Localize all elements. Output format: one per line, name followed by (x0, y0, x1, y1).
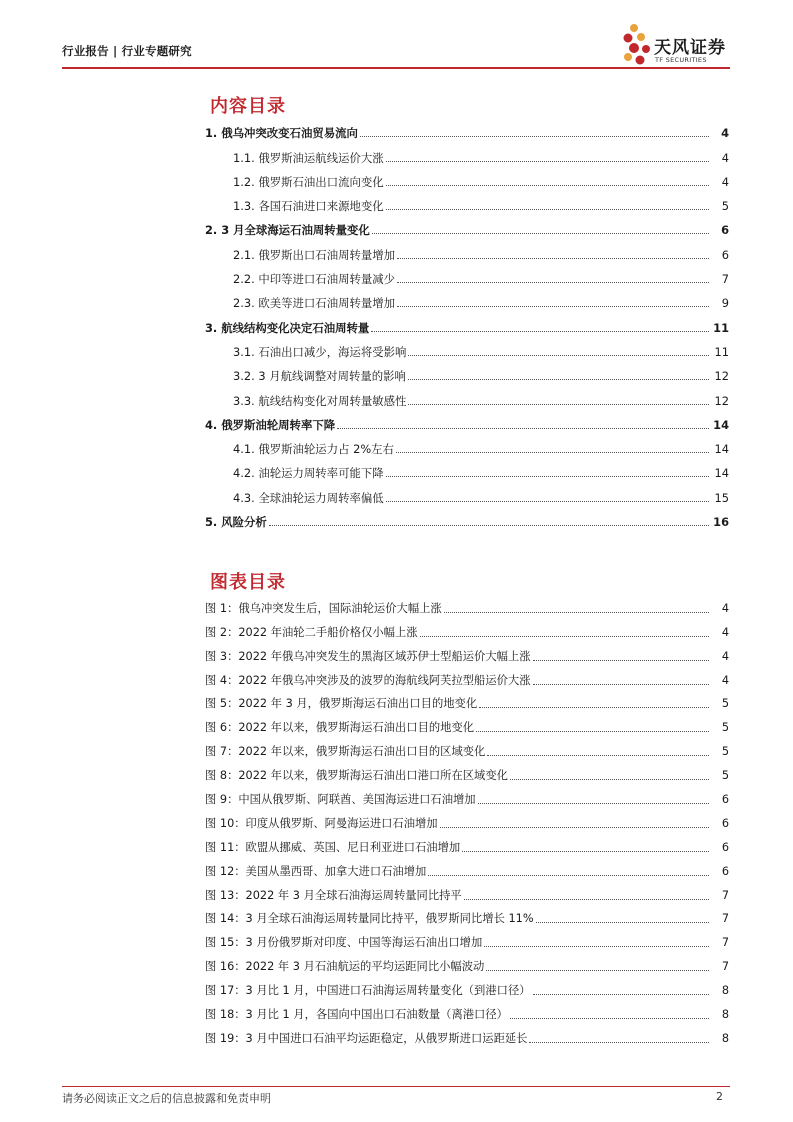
entry-title: 1.1. 俄罗斯油运航线运价大涨 (233, 150, 384, 165)
entry-page: 5 (721, 745, 729, 759)
dot-leader (440, 827, 709, 828)
dot-leader (386, 501, 709, 502)
contents-list (205, 116, 729, 529)
figure-entry[interactable] (205, 664, 729, 688)
dot-leader (462, 851, 709, 852)
footer-disclaimer: 请务必阅读正文之后的信息披露和免责申明 (62, 1092, 271, 1105)
contents-title: 内容目录 (210, 96, 286, 117)
dot-leader (408, 379, 709, 380)
entry-page: 4 (721, 625, 729, 639)
dot-leader (533, 684, 709, 685)
figures-list (205, 592, 729, 1046)
entry-page: 7 (721, 936, 729, 950)
dot-leader (478, 803, 709, 804)
entry-title: 图 13：2022 年 3 月全球石油海运周转量同比持平 (205, 888, 462, 902)
dot-leader (372, 233, 709, 234)
figure-entry[interactable] (205, 998, 729, 1022)
entry-page: 6 (721, 864, 729, 878)
dot-leader (408, 404, 709, 405)
toc-entry[interactable] (205, 359, 729, 383)
entry-page: 9 (721, 296, 729, 311)
entry-page: 5 (721, 721, 729, 735)
figures-title: 图表目录 (210, 572, 286, 593)
toc-entry[interactable] (205, 116, 729, 140)
entry-title: 4.2. 油轮运力周转率可能下降 (233, 466, 384, 481)
dot-leader (397, 306, 709, 307)
entry-page: 6 (721, 247, 729, 262)
entry-title: 4. 俄罗斯油轮周转率下降 (205, 417, 336, 432)
entry-title: 图 12：美国从墨西哥、加拿大进口石油增加 (205, 864, 427, 878)
dot-leader (486, 970, 709, 971)
toc-entry[interactable] (205, 262, 729, 286)
logo-subtext: TF SECURITIES (655, 56, 707, 64)
entry-page: 4 (721, 126, 729, 141)
figure-entry[interactable] (205, 616, 729, 640)
toc-entry[interactable] (205, 505, 729, 529)
entry-title: 3. 航线结构变化决定石油周转量 (205, 320, 370, 335)
entry-page: 6 (721, 840, 729, 854)
entry-title: 图 19：3 月中国进口石油平均运距稳定，从俄罗斯进口运距延长 (205, 1031, 528, 1045)
toc-entry[interactable] (205, 237, 729, 261)
dot-leader (420, 636, 709, 637)
entry-title: 图 9：中国从俄罗斯、阿联酋、美国海运进口石油增加 (205, 793, 476, 807)
entry-title: 图 2：2022 年油轮二手船价格仅小幅上涨 (205, 625, 418, 639)
figure-entry[interactable] (205, 974, 729, 998)
entry-title: 图 3：2022 年俄乌冲突发生的黑海区域苏伊士型船运价大幅上涨 (205, 649, 531, 663)
figure-entry[interactable] (205, 855, 729, 879)
toc-entry[interactable] (205, 456, 729, 480)
figure-entry[interactable] (205, 688, 729, 712)
toc-entry[interactable] (205, 140, 729, 164)
entry-title: 2. 3 月全球海运石油周转量变化 (205, 223, 370, 238)
entry-page: 6 (721, 223, 729, 238)
dot-leader (529, 1042, 709, 1043)
entry-title: 1.3. 各国石油进口来源地变化 (233, 199, 384, 214)
entry-page: 8 (721, 984, 729, 998)
entry-page: 11 (714, 344, 729, 359)
entry-page: 7 (721, 888, 729, 902)
toc-entry[interactable] (205, 335, 729, 359)
entry-page: 5 (721, 769, 729, 783)
entry-page: 14 (714, 442, 729, 457)
dot-leader (536, 922, 709, 923)
entry-page: 5 (721, 697, 729, 711)
logo-text: 天风证券 (654, 38, 726, 58)
entry-title: 图 15：3 月份俄罗斯对印度、中国等海运石油出口增加 (205, 936, 483, 950)
entry-title: 2.3. 欧美等进口石油周转量增加 (233, 296, 396, 311)
header-divider (62, 67, 730, 69)
dot-leader (533, 994, 709, 995)
dot-leader (386, 161, 709, 162)
entry-title: 图 14：3 月全球石油海运周转量同比持平，俄罗斯同比增长 11% (205, 912, 534, 926)
dot-leader (397, 282, 709, 283)
dot-leader (371, 331, 709, 332)
dot-leader (360, 136, 709, 137)
figure-entry[interactable] (205, 592, 729, 616)
entry-title: 图 17：3 月比 1 月，中国进口石油海运周转量变化（到港口径） (205, 984, 531, 998)
entry-title: 图 4：2022 年俄乌冲突涉及的波罗的海航线阿芙拉型船运价大涨 (205, 673, 531, 687)
entry-page: 4 (721, 649, 729, 663)
figure-entry[interactable] (205, 903, 729, 927)
entry-title: 图 18：3 月比 1 月，各国向中国出口石油数量（离港口径） (205, 1008, 508, 1022)
entry-title: 3.1. 石油出口减少，海运将受影响 (233, 344, 407, 359)
figure-entry[interactable] (205, 711, 729, 735)
dot-leader (397, 258, 709, 259)
figure-entry[interactable] (205, 807, 729, 831)
entry-page: 4 (721, 673, 729, 687)
entry-page: 6 (721, 816, 729, 830)
dot-leader (484, 946, 709, 947)
page-number: 2 (716, 1090, 723, 1103)
toc-entry[interactable] (205, 480, 729, 504)
entry-page: 11 (713, 320, 729, 335)
dot-leader (510, 779, 709, 780)
toc-entry[interactable] (205, 432, 729, 456)
entry-page: 14 (714, 466, 729, 481)
dot-leader (487, 755, 709, 756)
figure-entry[interactable] (205, 783, 729, 807)
entry-page: 6 (721, 793, 729, 807)
entry-title: 4.3. 全球油轮运力周转率偏低 (233, 490, 384, 505)
toc-entry[interactable] (205, 189, 729, 213)
entry-page: 15 (714, 490, 729, 505)
dot-leader (476, 731, 709, 732)
figure-entry[interactable] (205, 640, 729, 664)
dot-leader (337, 428, 709, 429)
dot-leader (444, 612, 709, 613)
entry-page: 7 (721, 960, 729, 974)
entry-page: 7 (721, 912, 729, 926)
dot-leader (396, 452, 709, 453)
dot-leader (408, 355, 709, 356)
entry-page: 4 (721, 150, 729, 165)
toc-entry[interactable] (205, 408, 729, 432)
entry-title: 图 11：欧盟从挪威、英国、尼日利亚进口石油增加 (205, 840, 461, 854)
entry-page: 4 (721, 174, 729, 189)
figure-entry[interactable] (205, 735, 729, 759)
toc-entry[interactable] (205, 383, 729, 407)
entry-page: 8 (721, 1031, 729, 1045)
figure-entry[interactable] (205, 759, 729, 783)
entry-title: 3.2. 3 月航线调整对周转量的影响 (233, 369, 406, 384)
figure-entry[interactable] (205, 926, 729, 950)
dot-leader (269, 525, 709, 526)
dot-leader (510, 1018, 709, 1019)
entry-title: 1.2. 俄罗斯石油出口流向变化 (233, 174, 384, 189)
entry-title: 3.3. 航线结构变化对周转量敏感性 (233, 393, 407, 408)
entry-title: 2.2. 中印等进口石油周转量减少 (233, 272, 396, 287)
entry-title: 图 10：印度从俄罗斯、阿曼海运进口石油增加 (205, 816, 438, 830)
entry-page: 4 (721, 601, 729, 615)
entry-page: 16 (713, 515, 729, 530)
entry-page: 12 (714, 369, 729, 384)
footer-divider (62, 1086, 730, 1087)
figure-entry[interactable] (205, 1022, 729, 1046)
entry-page: 14 (713, 417, 729, 432)
toc-entry[interactable] (205, 286, 729, 310)
entry-title: 4.1. 俄罗斯油轮运力占 2%左右 (233, 442, 394, 457)
entry-title: 图 16：2022 年 3 月石油航运的平均运距同比小幅波动 (205, 960, 485, 974)
dot-leader (386, 185, 709, 186)
entry-title: 图 6：2022 年以来，俄罗斯海运石油出口目的地变化 (205, 721, 475, 735)
entry-title: 2.1. 俄罗斯出口石油周转量增加 (233, 247, 396, 262)
dot-leader (479, 707, 709, 708)
dot-leader (386, 209, 709, 210)
toc-entry[interactable] (205, 213, 729, 237)
figure-entry[interactable] (205, 831, 729, 855)
entry-title: 图 5：2022 年 3 月，俄罗斯海运石油出口目的地变化 (205, 697, 478, 711)
entry-page: 8 (721, 1008, 729, 1022)
entry-page: 5 (721, 199, 729, 214)
figure-entry[interactable] (205, 879, 729, 903)
dot-leader (464, 899, 709, 900)
toc-entry[interactable] (205, 165, 729, 189)
entry-title: 1. 俄乌冲突改变石油贸易流向 (205, 126, 358, 141)
entry-title: 图 8：2022 年以来，俄罗斯海运石油出口港口所在区域变化 (205, 769, 508, 783)
dot-leader (533, 660, 709, 661)
report-category: 行业报告 | 行业专题研究 (62, 44, 192, 58)
entry-page: 7 (721, 272, 729, 287)
dot-leader (428, 875, 709, 876)
entry-page: 12 (714, 393, 729, 408)
figure-entry[interactable] (205, 950, 729, 974)
dot-leader (386, 476, 709, 477)
entry-title: 5. 风险分析 (205, 515, 267, 530)
entry-title: 图 7：2022 年以来，俄罗斯海运石油出口目的区域变化 (205, 745, 486, 759)
entry-title: 图 1：俄乌冲突发生后，国际油轮运价大幅上涨 (205, 601, 442, 615)
toc-entry[interactable] (205, 310, 729, 334)
